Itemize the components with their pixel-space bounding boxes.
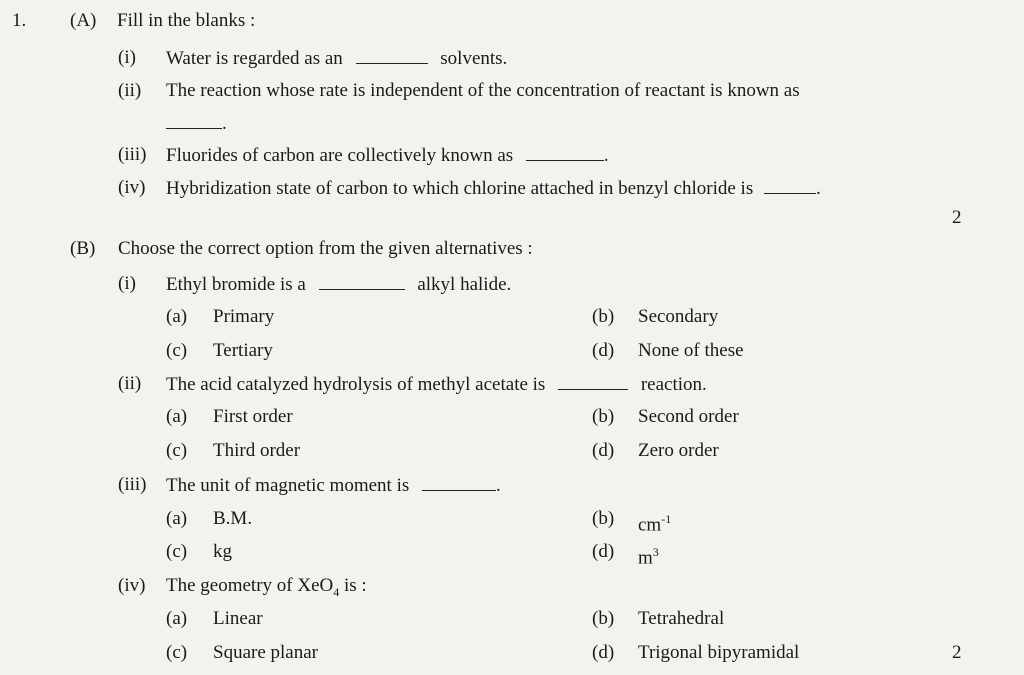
blank-line [319,273,405,290]
b-q1-num: (i) [118,273,136,294]
b-q2-opt-c: Third order [213,440,301,461]
a-item-3-after: . [603,145,609,166]
a-item-3-text: Fluorides of carbon are collectively known as [166,145,514,166]
b-q3-opt-a-key: (a) [166,508,188,529]
b-q1-opt-a-key: (a) [166,306,188,327]
b-q4-opt-b-key: (b) [592,608,615,629]
b-q3-opt-a: B.M. [213,508,253,529]
blank-line [764,177,816,194]
blank-line [558,373,628,390]
blank-line [526,144,604,161]
a-item-1 [166,47,507,70]
b-q4-text: The geometry of XeO [166,575,334,596]
b-q4 [166,575,367,603]
b-q3-opt-b-exp: -1 [661,512,672,526]
b-q4-sub: 4 [333,584,340,599]
b-q4-opt-c-key: (c) [166,642,188,663]
b-q3-opt-b-unit: cm [638,514,662,536]
b-q1-opt-b: Secondary [638,306,719,327]
a-item-3 [166,144,609,167]
b-q4-opt-c: Square planar [213,642,318,663]
b-q3-opt-c-key: (c) [166,541,188,562]
b-q4-opt-a-key: (a) [166,608,188,629]
a-item-2-cont [166,112,227,135]
part-a-heading: Fill in the blanks : [117,10,256,31]
a-item-2-after: . [222,113,227,134]
b-q3-after: . [496,475,501,496]
b-q1-opt-c: Tertiary [213,340,273,361]
b-q1-text: Ethyl bromide is a [166,274,306,295]
part-b-marks: 2 [952,642,962,663]
b-q1-after: alkyl halide. [417,274,512,295]
b-q4-after: is : [344,575,367,596]
b-q2-opt-b-key: (b) [592,406,615,427]
question-number: 1. [12,10,27,31]
a-item-3-num: (iii) [118,144,147,165]
a-item-2-text: The reaction whose rate is independent of the concentration of reactant is known as [166,80,800,101]
b-q4-opt-a: Linear [213,608,263,629]
a-item-2-num: (ii) [118,80,142,101]
b-q3-opt-d-key: (d) [592,541,615,562]
blank-line [166,112,222,129]
a-item-4-text: Hybridization state of carbon to which chlorine attached in benzyl chloride is [166,178,754,199]
b-q4-opt-d-key: (d) [592,642,615,663]
b-q3-opt-b-key: (b) [592,508,615,529]
b-q2-text: The acid catalyzed hydrolysis of methyl acetate is [166,374,546,395]
b-q1-opt-d-key: (d) [592,340,615,361]
b-q3-opt-c: kg [213,541,232,562]
part-b-heading: Choose the correct option from the given alternatives : [118,238,533,259]
b-q4-num: (iv) [118,575,146,596]
b-q1-opt-a: Primary [213,306,275,327]
b-q4-opt-b: Tetrahedral [638,608,725,629]
b-q3-opt-d-unit: m [638,547,653,569]
blank-line [422,474,496,491]
a-item-4-num: (iv) [118,177,146,198]
b-q3 [166,474,501,497]
b-q1-opt-b-key: (b) [592,306,615,327]
b-q3-num: (iii) [118,474,147,495]
b-q4-opt-d: Trigonal bipyramidal [638,642,800,663]
part-a-label: (A) [70,10,97,31]
b-q2-opt-d: Zero order [638,440,719,461]
b-q1-opt-d: None of these [638,340,744,361]
b-q1 [166,273,511,296]
b-q2-opt-a-key: (a) [166,406,188,427]
a-item-1-num: (i) [118,47,136,68]
b-q2-opt-a: First order [213,406,293,427]
b-q3-opt-d-exp: 3 [652,545,659,559]
b-q3-opt-b [638,508,671,536]
b-q2-opt-b: Second order [638,406,739,427]
b-q3-opt-d [638,541,659,569]
b-q2-opt-d-key: (d) [592,440,615,461]
a-item-4 [166,177,821,200]
a-item-1-after: solvents. [440,48,508,69]
b-q2-after: reaction. [640,374,707,395]
a-item-4-after: . [815,178,821,199]
b-q2 [166,373,707,396]
b-q2-num: (ii) [118,373,142,394]
a-item-1-text: Water is regarded as an [166,48,343,69]
blank-line [356,47,428,64]
part-a-marks: 2 [952,207,962,228]
b-q1-opt-c-key: (c) [166,340,188,361]
b-q2-opt-c-key: (c) [166,440,188,461]
b-q3-text: The unit of magnetic moment is [166,475,410,496]
part-b-label: (B) [70,238,96,259]
